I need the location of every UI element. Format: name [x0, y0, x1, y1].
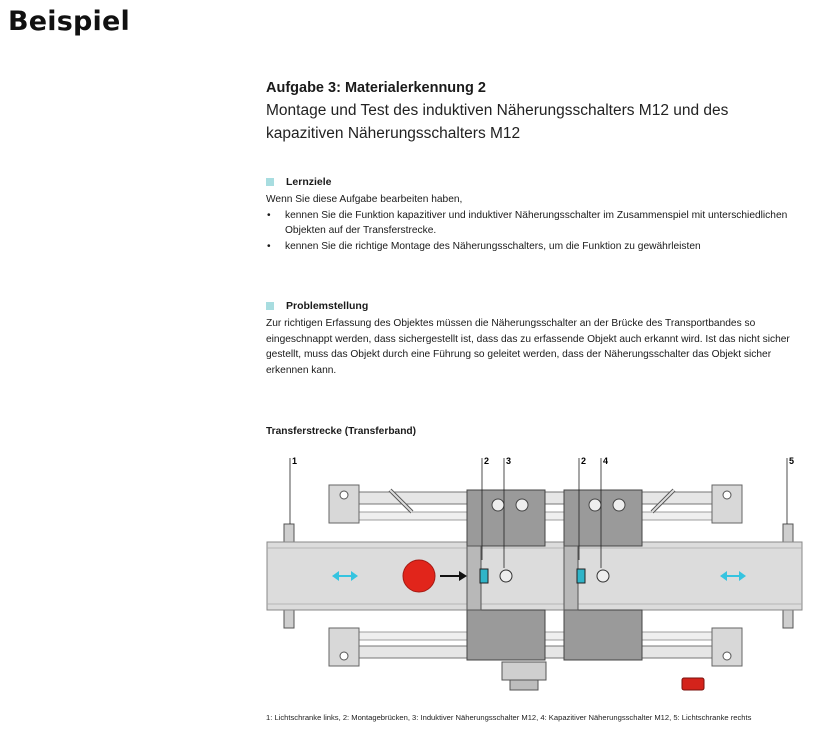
problem-heading [266, 300, 814, 312]
screw-icon [723, 652, 731, 660]
list-item: • kennen Sie die richtige Montage des Näherungsschalters, um die Funktion zu gewährleisten [266, 239, 814, 255]
drive-motor [502, 662, 546, 680]
task-subtitle [266, 99, 811, 145]
workpiece-object [403, 560, 435, 592]
mounting-bridge-2-bottom [564, 610, 642, 660]
screw-icon [492, 499, 504, 511]
task-subtitle-line1: Montage und Test des induktiven Näherungsschalters M12 und des [266, 102, 729, 119]
light-barrier-right [783, 524, 793, 542]
light-barrier-left-bottom [284, 610, 294, 628]
lernziele-list [266, 208, 814, 255]
screw-icon [340, 491, 348, 499]
task-header [266, 80, 811, 145]
transfer-belt-figure [262, 450, 807, 700]
callout-label: 2 [484, 456, 490, 466]
lernziele-intro: Wenn Sie diese Aufgabe bearbeiten haben, [266, 194, 463, 205]
screw-icon [340, 652, 348, 660]
light-barrier-right-bottom [783, 610, 793, 628]
lernziele-heading [266, 176, 814, 188]
callout-label: 5 [789, 456, 795, 466]
callout-label: 4 [603, 456, 609, 466]
inductive-sensor [480, 569, 488, 583]
section-marker-icon [266, 178, 274, 186]
screw-icon [723, 491, 731, 499]
screw-icon [589, 499, 601, 511]
problem-section [266, 300, 814, 378]
callout-label: 2 [581, 456, 587, 466]
callout-label: 3 [506, 456, 512, 466]
emergency-stop-icon [682, 678, 704, 690]
figure-caption: 1: Lichtschranke links, 2: Montagebrücken, 3: Induktiver Näherungsschalter M12, 4: Kapazitiver Näherungsschalter M12, 5: Lichtschranke rechts [266, 713, 752, 722]
task-subtitle-line2: kapazitiven Näherungsschalters M12 [266, 125, 521, 142]
problem-heading-text: Problemstellung [286, 300, 369, 312]
section-marker-icon [266, 302, 274, 310]
list-item: • kennen Sie die Funktion kapazitiver und induktiver Näherungsschalter im Zusammenspiel mit unterschiedlichen Objekten auf der Transferstrecke. [266, 208, 814, 239]
callout-label: 1 [292, 456, 298, 466]
problem-text: Zur richtigen Erfassung des Objektes müssen die Näherungsschalter an der Brücke des Transportbandes so eingeschnappt werden, dass sichergestellt ist, dass das zu erfassende Objekt auch erkannt wird. Ist das nicht sicher gestellt, muss das Objekt durch eine Führung so geleitet werden, dass der Näherungsschalter das Objekt sicher erkennen kann. [266, 318, 790, 376]
light-barrier-left [284, 524, 294, 542]
task-title: Aufgabe 3: Materialerkennung 2 [266, 80, 486, 96]
screw-icon [613, 499, 625, 511]
capacitive-sensor-nut-icon [597, 570, 609, 582]
capacitive-sensor [577, 569, 585, 583]
mounting-bridge-1-bottom [467, 610, 545, 660]
mounting-bridge-1-top [467, 490, 545, 546]
inductive-sensor-nut-icon [500, 570, 512, 582]
mounting-bridge-2-top [564, 490, 642, 546]
page-heading: Beispiel [8, 6, 130, 37]
screw-icon [516, 499, 528, 511]
lernziele-heading-text: Lernziele [286, 176, 332, 188]
lernziele-section [266, 176, 814, 254]
figure-title: Transferstrecke (Transferband) [266, 426, 417, 437]
